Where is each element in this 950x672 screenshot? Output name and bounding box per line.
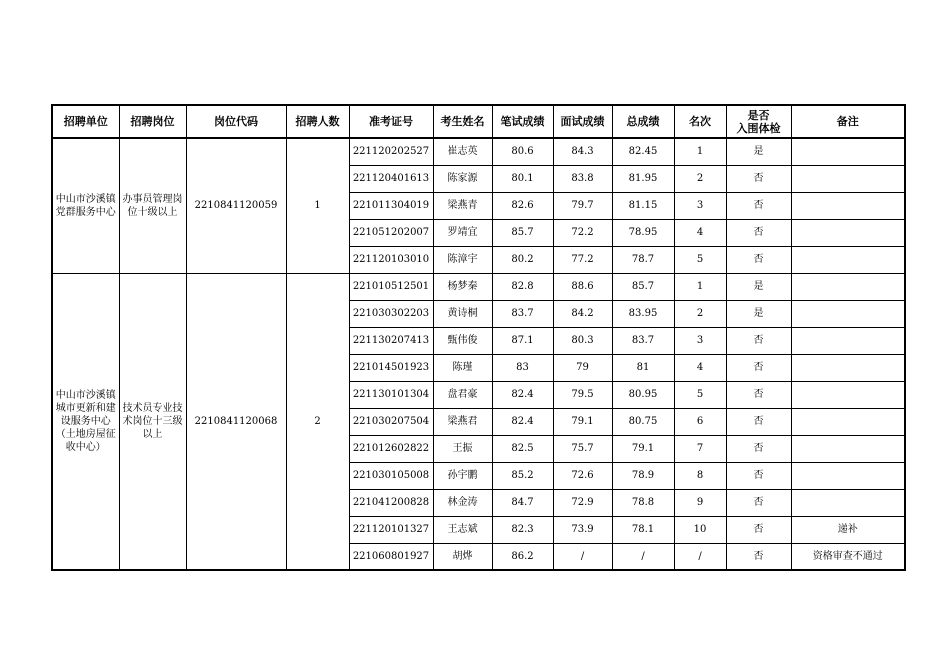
note-cell [791,327,905,354]
name-cell: 梁燕君 [433,408,492,435]
interview-cell: 79.1 [553,408,612,435]
group-position-cell: 办事员管理岗位十级以上 [119,138,186,273]
group-code-cell: 2210841120059 [186,138,286,273]
written-cell: 85.2 [492,462,553,489]
header-written: 笔试成绩 [492,105,553,138]
header-rank: 名次 [674,105,726,138]
check-cell: 否 [726,327,791,354]
total-cell: 81.15 [612,192,674,219]
note-cell [791,462,905,489]
note-cell [791,381,905,408]
written-cell: 80.2 [492,246,553,273]
group-unit-cell: 中山市沙溪镇城市更新和建设服务中心（土地房屋征收中心） [52,273,119,570]
written-cell: 82.6 [492,192,553,219]
rank-cell: 7 [674,435,726,462]
note-cell [791,354,905,381]
check-cell: 是 [726,138,791,165]
interview-cell: 75.7 [553,435,612,462]
name-cell: 胡烨 [433,543,492,570]
rank-cell: 4 [674,219,726,246]
rank-cell: 9 [674,489,726,516]
rank-cell: 2 [674,300,726,327]
check-cell: 否 [726,489,791,516]
ticket-cell: 221030302203 [349,300,433,327]
ticket-cell: 221051202007 [349,219,433,246]
check-cell: 否 [726,543,791,570]
total-cell: 80.95 [612,381,674,408]
results-table [51,104,906,571]
interview-cell: 72.2 [553,219,612,246]
rank-cell: 5 [674,246,726,273]
name-cell: 陈家源 [433,165,492,192]
rank-cell: 8 [674,462,726,489]
header-note: 备注 [791,105,905,138]
ticket-cell: 221030105008 [349,462,433,489]
check-cell: 是 [726,300,791,327]
written-cell: 82.3 [492,516,553,543]
header-count: 招聘人数 [286,105,349,138]
check-cell: 否 [726,381,791,408]
group-unit-cell: 中山市沙溪镇党群服务中心 [52,138,119,273]
written-cell: 84.7 [492,489,553,516]
name-cell: 崔志英 [433,138,492,165]
group-count-cell: 1 [286,138,349,273]
check-cell: 否 [726,219,791,246]
rank-cell: 1 [674,273,726,300]
total-cell: 80.75 [612,408,674,435]
table-body [52,138,905,570]
total-cell: 78.7 [612,246,674,273]
note-cell [791,246,905,273]
header-total: 总成绩 [612,105,674,138]
header-position: 招聘岗位 [119,105,186,138]
ticket-cell: 221030207504 [349,408,433,435]
total-cell: / [612,543,674,570]
note-cell [791,192,905,219]
ticket-cell: 221010512501 [349,273,433,300]
written-cell: 82.4 [492,381,553,408]
name-cell: 陈漳宇 [433,246,492,273]
total-cell: 83.7 [612,327,674,354]
header-interview: 面试成绩 [553,105,612,138]
ticket-cell: 221060801927 [349,543,433,570]
total-cell: 79.1 [612,435,674,462]
header-check-line2: 入围体检 [736,121,781,135]
rank-cell: 3 [674,192,726,219]
interview-cell: 80.3 [553,327,612,354]
ticket-cell: 221120101327 [349,516,433,543]
interview-cell: 79.7 [553,192,612,219]
check-cell: 否 [726,516,791,543]
check-cell: 是 [726,273,791,300]
note-cell [791,408,905,435]
note-cell [791,300,905,327]
table-row [52,138,905,165]
written-cell: 82.4 [492,408,553,435]
header-name: 考生姓名 [433,105,492,138]
interview-cell: 88.6 [553,273,612,300]
header-check-line1: 是否 [747,108,770,122]
table-row [52,273,905,300]
check-cell: 否 [726,462,791,489]
name-cell: 梁燕青 [433,192,492,219]
rank-cell: 10 [674,516,726,543]
rank-cell: 5 [674,381,726,408]
header-ticket: 准考证号 [349,105,433,138]
name-cell: 孙宇鹏 [433,462,492,489]
note-cell [791,219,905,246]
interview-cell: 72.6 [553,462,612,489]
name-cell: 甄伟俊 [433,327,492,354]
check-cell: 否 [726,246,791,273]
interview-cell: 79 [553,354,612,381]
note-cell [791,138,905,165]
interview-cell: / [553,543,612,570]
written-cell: 85.7 [492,219,553,246]
ticket-cell: 221130101304 [349,381,433,408]
note-cell [791,489,905,516]
header-code: 岗位代码 [186,105,286,138]
group-count-cell: 2 [286,273,349,570]
name-cell: 陈瑾 [433,354,492,381]
total-cell: 81.95 [612,165,674,192]
interview-cell: 84.2 [553,300,612,327]
written-cell: 82.8 [492,273,553,300]
total-cell: 78.95 [612,219,674,246]
total-cell: 78.1 [612,516,674,543]
check-cell: 否 [726,192,791,219]
total-cell: 78.9 [612,462,674,489]
note-cell: 资格审查不通过 [791,543,905,570]
table-header [52,105,905,138]
group-code-cell: 2210841120068 [186,273,286,570]
written-cell: 86.2 [492,543,553,570]
note-cell [791,273,905,300]
ticket-cell: 221120202527 [349,138,433,165]
written-cell: 87.1 [492,327,553,354]
header-unit: 招聘单位 [52,105,119,138]
group-position-cell: 技术员专业技术岗位十三级以上 [119,273,186,570]
rank-cell: / [674,543,726,570]
name-cell: 王志斌 [433,516,492,543]
interview-cell: 83.8 [553,165,612,192]
note-cell [791,435,905,462]
total-cell: 83.95 [612,300,674,327]
total-cell: 78.8 [612,489,674,516]
ticket-cell: 221120103010 [349,246,433,273]
check-cell: 否 [726,354,791,381]
interview-cell: 84.3 [553,138,612,165]
written-cell: 83 [492,354,553,381]
rank-cell: 3 [674,327,726,354]
ticket-cell: 221130207413 [349,327,433,354]
interview-cell: 73.9 [553,516,612,543]
total-cell: 82.45 [612,138,674,165]
name-cell: 罗靖宜 [433,219,492,246]
ticket-cell: 221011304019 [349,192,433,219]
total-cell: 81 [612,354,674,381]
written-cell: 83.7 [492,300,553,327]
check-cell: 否 [726,408,791,435]
written-cell: 82.5 [492,435,553,462]
check-cell: 否 [726,435,791,462]
rank-cell: 6 [674,408,726,435]
rank-cell: 2 [674,165,726,192]
ticket-cell: 221041200828 [349,489,433,516]
total-cell: 85.7 [612,273,674,300]
name-cell: 王振 [433,435,492,462]
interview-cell: 79.5 [553,381,612,408]
ticket-cell: 221012602822 [349,435,433,462]
name-cell: 杨梦秦 [433,273,492,300]
header-check [726,105,791,138]
ticket-cell: 221120401613 [349,165,433,192]
written-cell: 80.6 [492,138,553,165]
name-cell: 盘君豪 [433,381,492,408]
interview-cell: 72.9 [553,489,612,516]
note-cell [791,165,905,192]
rank-cell: 1 [674,138,726,165]
name-cell: 黄诗桐 [433,300,492,327]
note-cell: 递补 [791,516,905,543]
rank-cell: 4 [674,354,726,381]
ticket-cell: 221014501923 [349,354,433,381]
check-cell: 否 [726,165,791,192]
written-cell: 80.1 [492,165,553,192]
name-cell: 林金涛 [433,489,492,516]
interview-cell: 77.2 [553,246,612,273]
